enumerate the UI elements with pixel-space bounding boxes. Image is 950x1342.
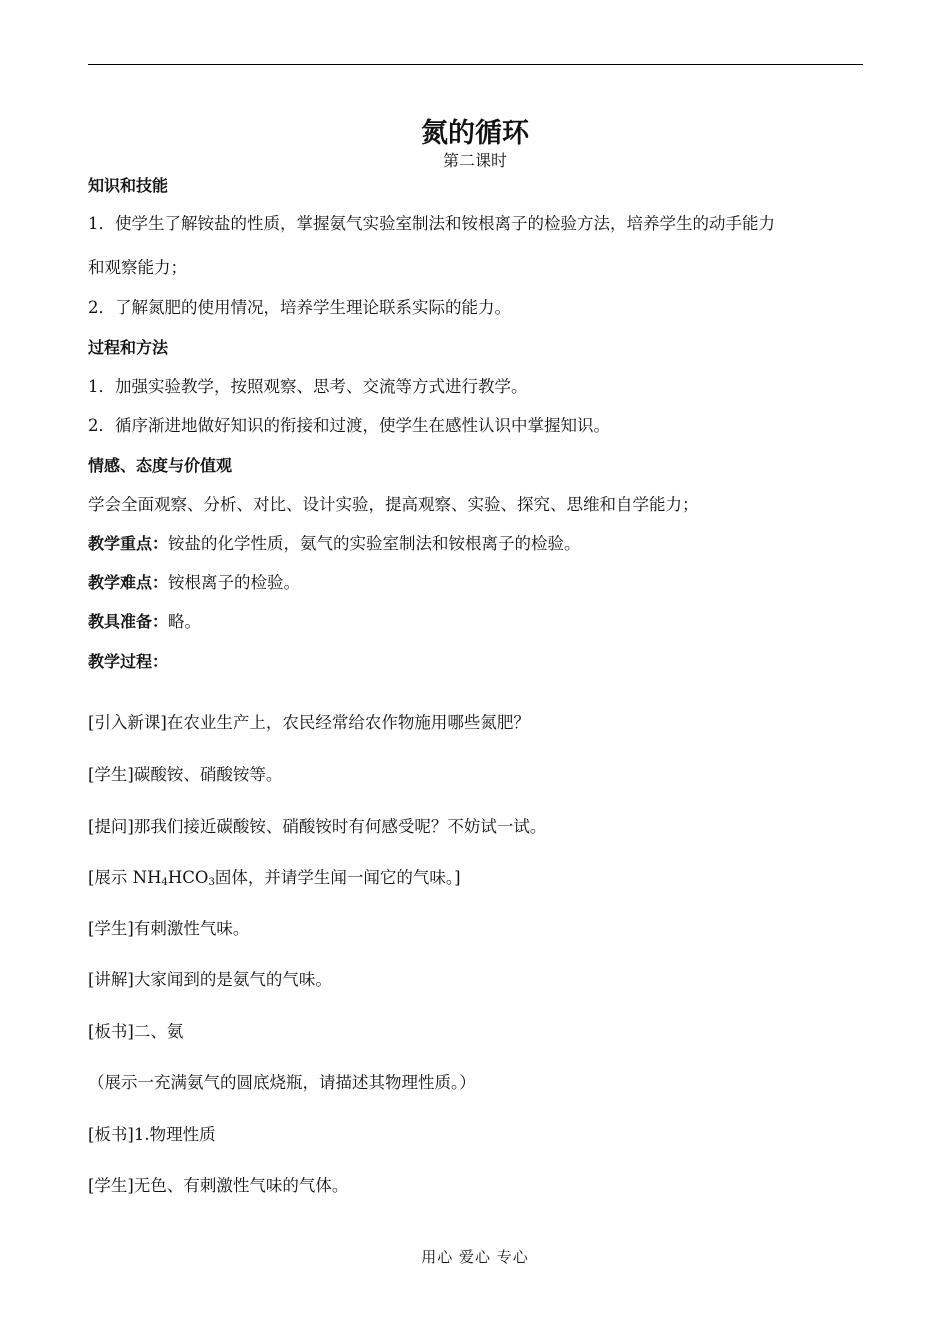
process-heading: 过程和方法 (88, 338, 169, 357)
teaching-key-label: 教学重点： (88, 534, 169, 553)
teaching-key-text: 铵盐的化学性质，氨气的实验室制法和铵根离子的检验。 (168, 534, 581, 553)
knowledge-item-2: 2．了解氮肥的使用情况，培养学生理论联系实际的能力。 (88, 298, 511, 317)
teaching-tools-label: 教具准备： (88, 612, 169, 631)
emotion-heading: 情感、态度与价值观 (88, 456, 233, 475)
teaching-procedure-label: 教学过程： (88, 652, 169, 671)
document-title: 氮的循环 (421, 118, 529, 149)
dialogue-line: [提问]那我们接近碳酸铵、硝酸铵时有何感受呢？不妨试一试。 (88, 817, 547, 836)
knowledge-item-1: 1．使学生了解铵盐的性质，掌握氨气实验室制法和铵根离子的检验方法，培养学生的动手能力 (88, 214, 775, 233)
knowledge-item-1-cont: 和观察能力； (88, 258, 187, 277)
document-subtitle: 第二课时 (442, 151, 507, 170)
process-item-2: 2．循序渐进地做好知识的衔接和过渡，使学生在感性认识中掌握知识。 (88, 416, 610, 435)
dialogue-line: [引入新课]在农业生产上，农民经常给农作物施用哪些氮肥？ (88, 713, 530, 732)
process-item-1: 1．加强实验教学，按照观察、思考、交流等方式进行教学。 (88, 377, 528, 396)
teaching-difficulty (88, 572, 300, 594)
dialogue-line: [板书]1.物理性质 (88, 1125, 216, 1144)
dialogue-line: [学生]有刺激性气味。 (88, 919, 250, 938)
formula-prefix: [展示 NH (88, 868, 162, 887)
page-footer: 用心 爱心 专心 (421, 1248, 529, 1266)
dialogue-line: [学生]碳酸铵、硝酸铵等。 (88, 765, 283, 784)
knowledge-heading: 知识和技能 (88, 176, 169, 195)
formula-subscript: 3 (208, 877, 215, 888)
teaching-tools (88, 611, 201, 633)
dialogue-line-formula (88, 867, 461, 889)
teaching-tools-text: 略。 (168, 612, 202, 631)
dialogue-line: [讲解]大家闻到的是氨气的气味。 (88, 970, 332, 989)
teaching-difficulty-label: 教学难点： (88, 573, 169, 592)
header-rule (88, 64, 863, 65)
teaching-key-point (88, 533, 581, 555)
formula-subscript: 4 (161, 877, 168, 888)
teaching-difficulty-text: 铵根离子的检验。 (168, 573, 301, 592)
dialogue-line: [板书]二、氨 (88, 1022, 184, 1041)
dialogue-line: [学生]无色、有刺激性气味的气体。 (88, 1176, 349, 1195)
emotion-item-1: 学会全面观察、分析、对比、设计实验，提高观察、实验、探究、思维和自学能力； (88, 495, 699, 514)
formula-suffix: 固体，并请学生闻一闻它的气味。] (214, 868, 461, 887)
dialogue-line: （展示一充满氨气的圆底烧瓶，请描述其物理性质。） (88, 1073, 476, 1092)
formula-mid: HCO (167, 868, 209, 887)
